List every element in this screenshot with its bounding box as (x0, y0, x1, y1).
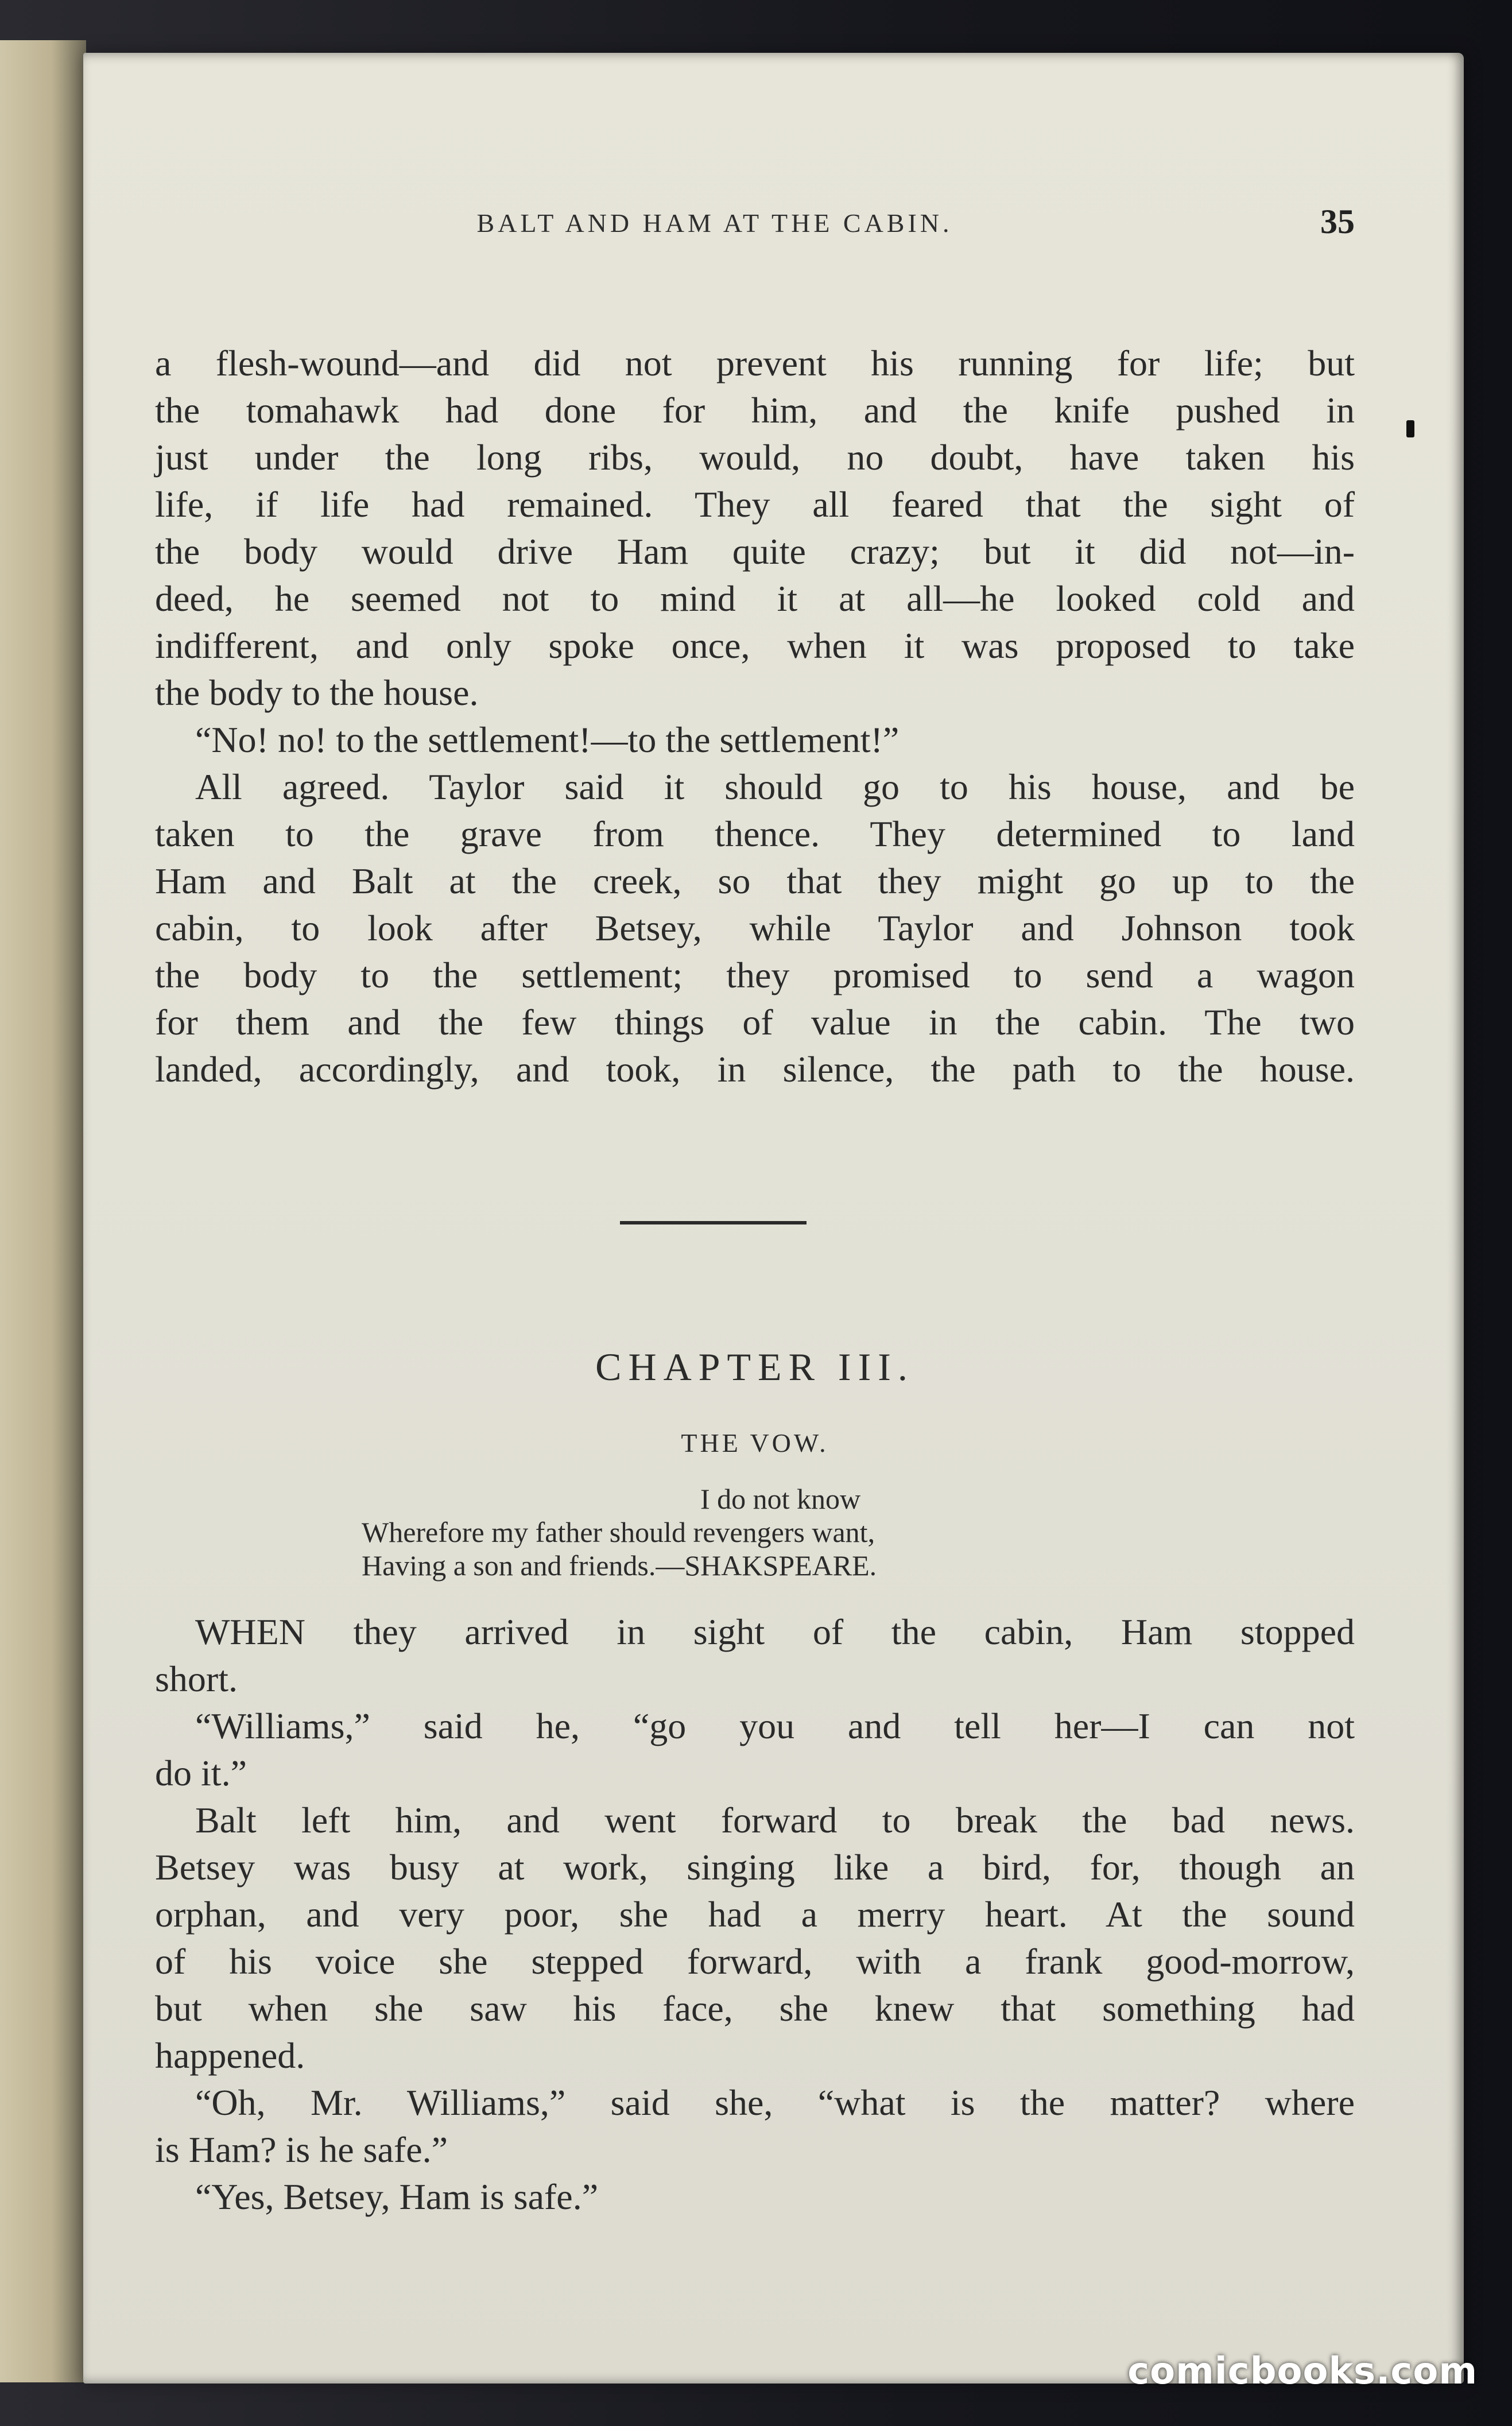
text-line: for them and the few things of value in the cabin. The two (155, 1002, 1355, 1043)
epigraph-line: I do not know (700, 1483, 861, 1515)
page-edge-mark (1406, 420, 1414, 437)
text-line: indifferent, and only spoke once, when it was proposed to take (155, 625, 1355, 666)
text-line: just under the long ribs, would, no doubt, have taken his (155, 437, 1355, 478)
text-line: taken to the grave from thence. They determined to land (155, 813, 1355, 854)
passage-two (155, 1609, 1355, 2220)
epigraph-line: Having a son and friends.—SHAKSPEARE. (362, 1549, 877, 1582)
site-watermark: comicbooks.com (1127, 2350, 1478, 2393)
text-line: Balt left him, and went forward to break the bad news. (195, 1800, 1355, 1840)
page-number: 35 (1320, 203, 1355, 241)
text-line: the body would drive Ham quite crazy; but it did not—in- (155, 531, 1355, 572)
running-head (155, 203, 1355, 254)
text-line: landed, accordingly, and took, in silence, the path to the house. (155, 1049, 1355, 1090)
text-line: happened. (155, 2035, 305, 2076)
section-divider (620, 1221, 807, 1224)
chapter-subtitle: THE VOW. (681, 1428, 829, 1458)
text-line: WHEN they arrived in sight of the cabin, Ham stopped (195, 1611, 1355, 1652)
text-line: of his voice she stepped forward, with a frank good-morrow, (155, 1941, 1355, 1982)
text-line: deed, he seemed not to mind it at all—he looked cold and (155, 578, 1355, 619)
text-line: orphan, and very poor, she had a merry heart. At the sound (155, 1894, 1355, 1935)
text-line: the tomahawk had done for him, and the knife pushed in (155, 390, 1355, 431)
text-line: is Ham? is he safe.” (155, 2129, 448, 2170)
epigraph-line: Wherefore my father should revengers want, (362, 1516, 875, 1548)
text-line: “No! no! to the settlement!—to the settlement!” (195, 719, 900, 760)
text-line: “Oh, Mr. Williams,” said she, “what is the matter? where (195, 2082, 1355, 2123)
book-page (83, 53, 1464, 2384)
previous-page-edge (0, 40, 86, 2382)
text-line: Ham and Balt at the creek, so that they might go up to the (155, 861, 1355, 901)
chapter-title: CHAPTER III. (595, 1345, 914, 1389)
text-line: the body to the house. (155, 672, 479, 713)
running-title: BALT AND HAM AT THE CABIN. (476, 208, 953, 238)
text-line: a flesh-wound—and did not prevent his running for life; but (155, 343, 1355, 383)
text-line: “Williams,” said he, “go you and tell her—I can not (195, 1706, 1355, 1746)
text-line: cabin, to look after Betsey, while Taylor and Johnson took (155, 908, 1355, 948)
text-line: do it.” (155, 1753, 247, 1793)
text-line: “Yes, Betsey, Ham is safe.” (195, 2176, 599, 2217)
text-line: short. (155, 1658, 238, 1699)
passage-one (155, 340, 1355, 1093)
text-line: Betsey was busy at work, singing like a bird, for, though an (155, 1847, 1355, 1888)
text-line: the body to the settlement; they promised to send a wagon (155, 955, 1355, 995)
text-line: All agreed. Taylor said it should go to his house, and be (195, 766, 1355, 807)
text-line: life, if life had remained. They all feared that the sight of (155, 484, 1355, 525)
epigraph (362, 1482, 1165, 1582)
text-line: but when she saw his face, she knew that something had (155, 1988, 1355, 2029)
